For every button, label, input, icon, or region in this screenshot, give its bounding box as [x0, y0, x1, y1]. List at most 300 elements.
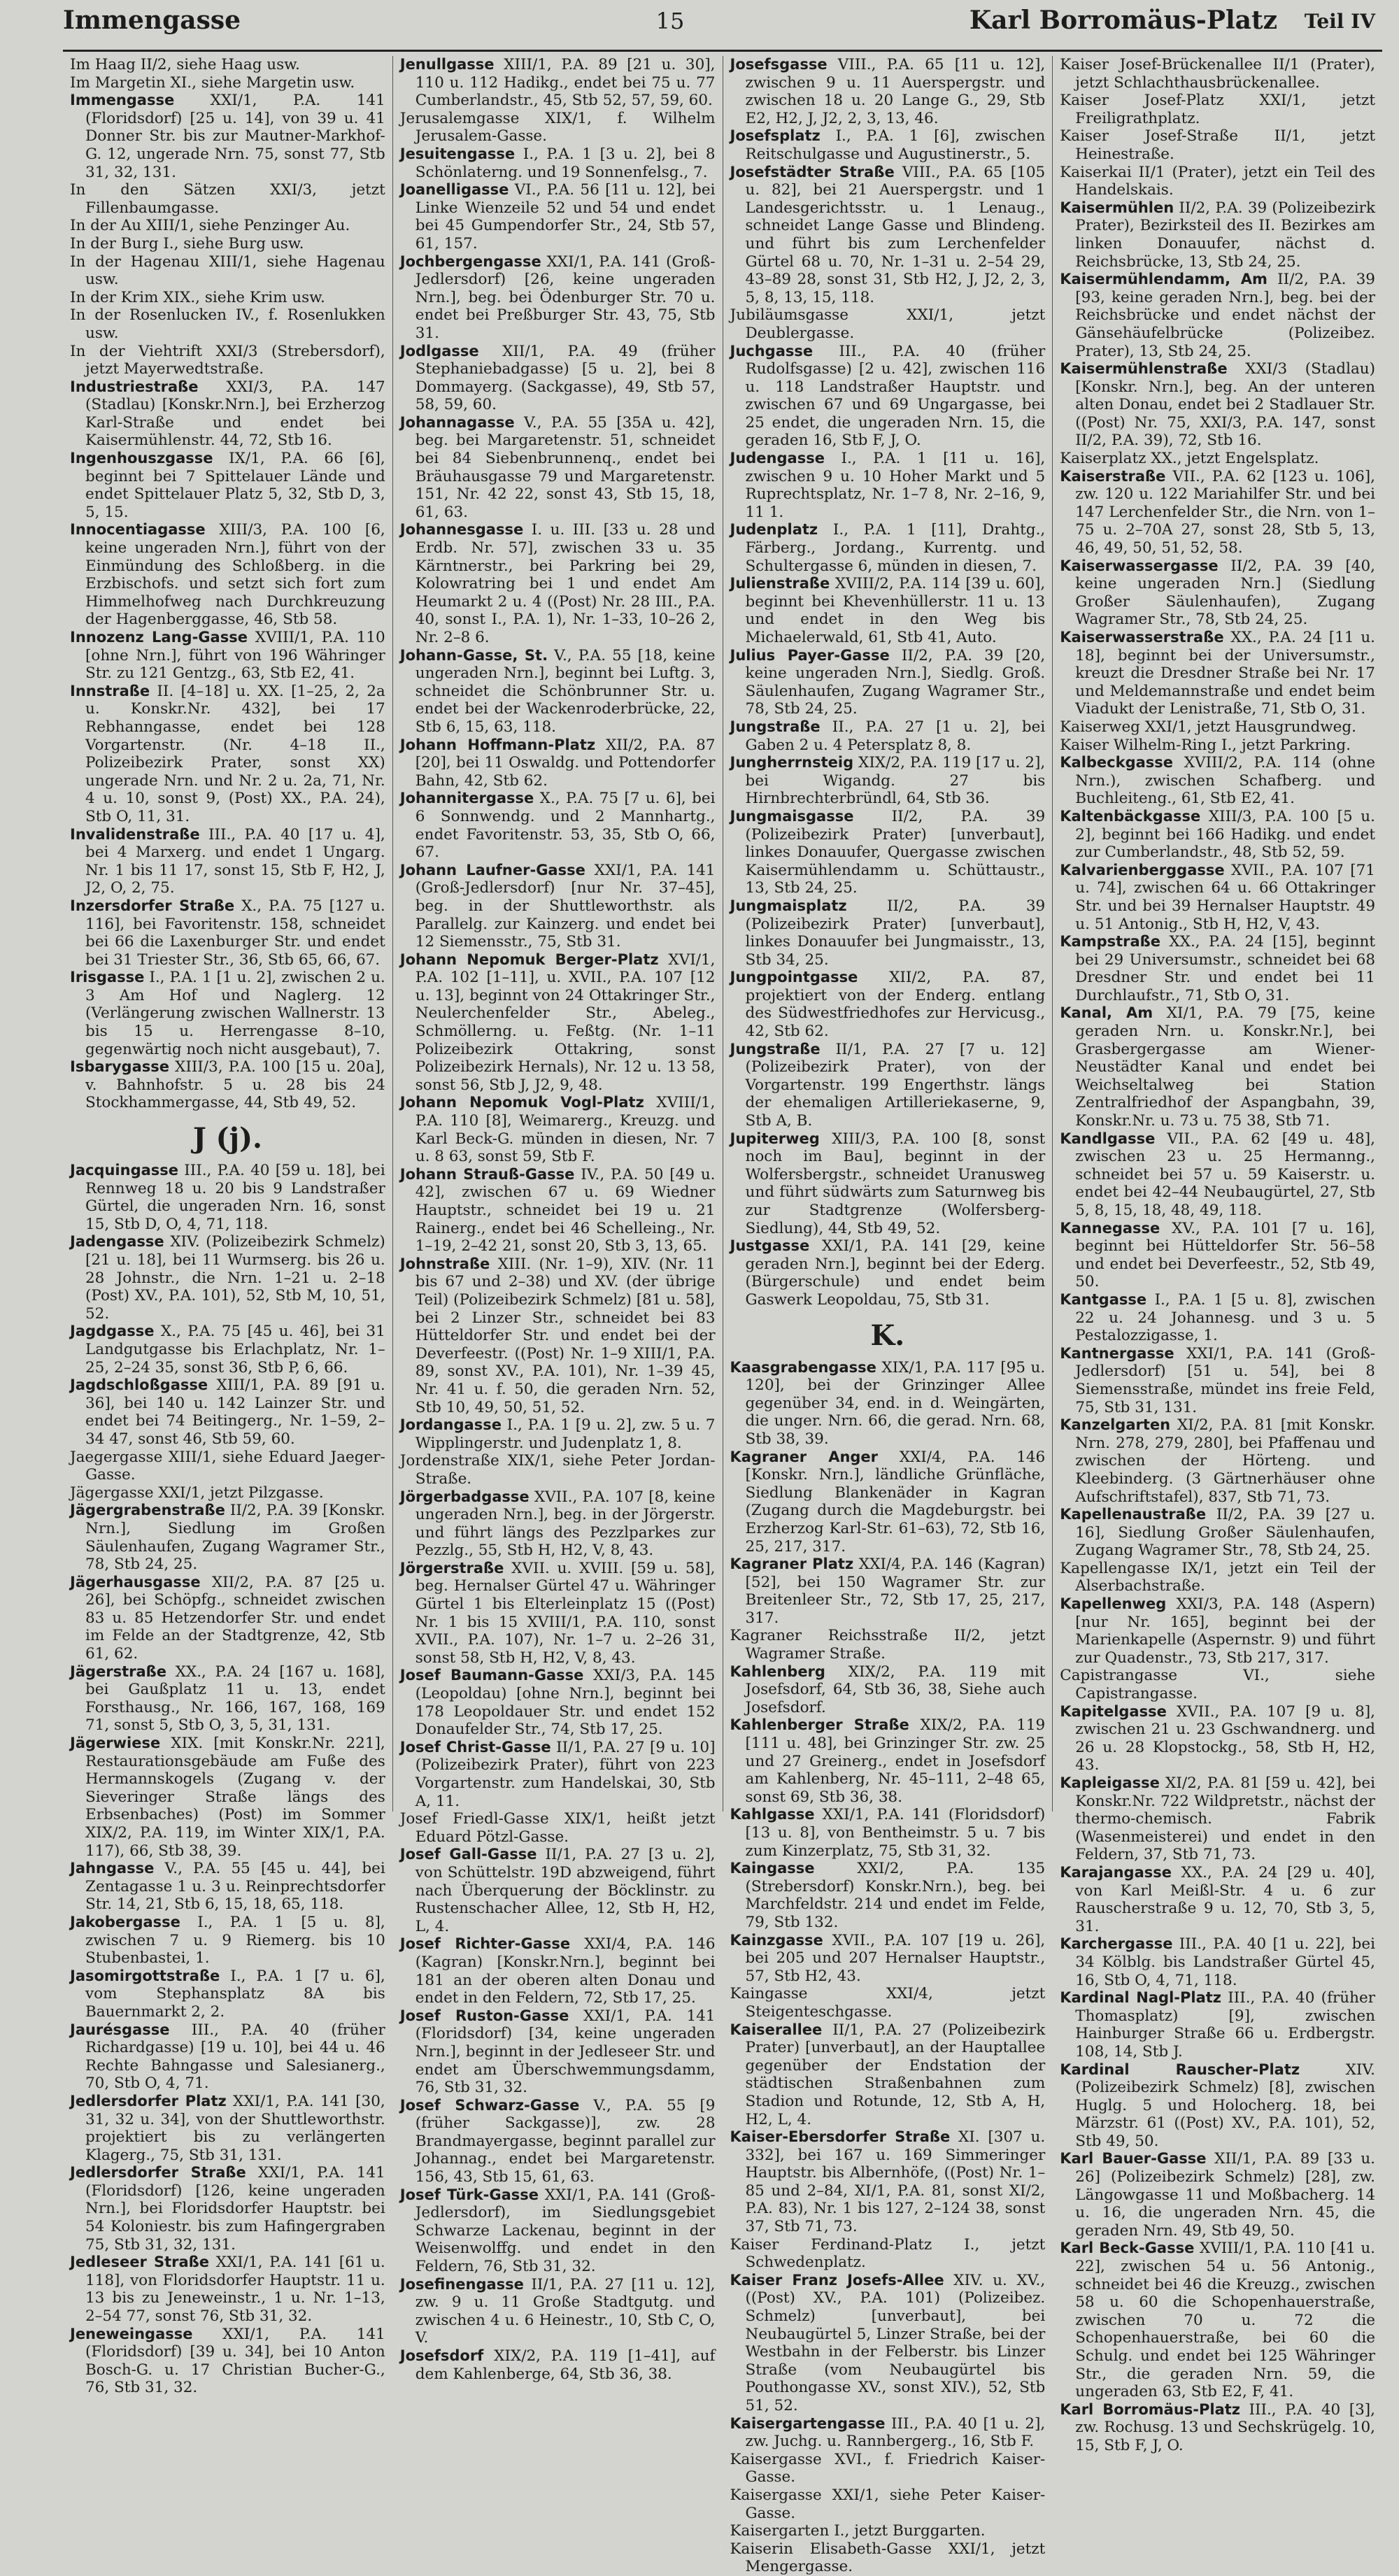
header-first-entry: Immengasse — [63, 6, 241, 35]
street-name: Karl Beck-Gasse — [1060, 2240, 1195, 2257]
header-last-entry: Karl Borromäus-Platz — [969, 6, 1278, 35]
column-3 — [723, 56, 1053, 2576]
street-name: Kardinal Nagl-Platz — [1060, 1989, 1222, 2007]
street-entry — [730, 1449, 1046, 1556]
street-details: XIV. (Polizeibezirk Schmelz) [21 u. 18], bei 11 Wurmserg. bis 26 u. 28 Johnstr., die Nrn. 1–21 u. 2–18 (Post) XV., P.A. 101), 52, Stb M, 10, 51, 52. — [85, 1233, 385, 1323]
street-details: XXI/1, P.A. 141 (Groß-Jedlersdorf), im Siedlungsgebiet Schwarze Lackenau, beginnt in der Weisenwolffg. und endet in den Feldern, 76, Stb 31, 32. — [415, 2186, 716, 2276]
street-details: XII/2, P.A. 87 [25 u. 26], bei Schöpfg., schneidet zwischen 83 u. 85 Hetzendorfer Str. und endet im Felde an der Stadtgrenze, 42, Stb 61, 62. — [85, 1573, 385, 1663]
street-entry — [70, 181, 385, 217]
street-entry — [400, 1560, 716, 1667]
street-entry — [730, 343, 1046, 450]
street-details: II/1, P.A. 27 (Polizeibezirk Prater) [unverbaut], an der Hauptallee gegenüber der Endstation der städtischen Straßenbahnen zum Stadion und Rotunde, 12, Stb A, H, H2, L, 4. — [745, 2021, 1046, 2128]
street-name: Kapellenweg — [1060, 1595, 1167, 1613]
street-entry — [400, 1166, 716, 1255]
street-name: Josefsgasse — [730, 56, 828, 73]
street-details: XIX/2, P.A. 119 [1–41], auf dem Kahlenberge, 64, Stb 36, 38. — [415, 2347, 716, 2383]
street-details: XIII/3, P.A. 100 [5 u. 2], beginnt bei 166 Hadikg. und endet zur Cumberlandstr., 48, Stb 52, 59. — [1075, 807, 1375, 862]
street-name: Karl Bauer-Gasse — [1060, 2150, 1207, 2168]
street-details: XVII., P.A. 107 [9 u. 8], zwischen 21 u. 23 Gschwandnerg. und 26 u. 28 Klopstockg., 58, Stb H, H2, 43. — [1075, 1702, 1375, 1774]
street-name: Jupiterweg — [730, 1130, 820, 1147]
column-2 — [393, 56, 723, 2383]
street-name: Josef Gall-Gasse — [399, 1846, 537, 1863]
street-details: Kaisergasse XXI/1, siehe Peter Kaiser-Gasse. — [730, 2486, 1046, 2522]
street-details: XIII/1, P.A. 89 [21 u. 30], 110 u. 112 Hadikg., endet bei 75 u. 77 Cumberlandstr., 45, Stb 52, 57, 59, 60. — [415, 56, 716, 110]
street-name: Kaisermühlen — [1060, 199, 1174, 216]
street-entry — [400, 862, 716, 951]
street-entry — [70, 217, 385, 235]
street-entry — [730, 2540, 1046, 2576]
street-entry — [730, 2486, 1046, 2522]
street-details: In der Krim XIX., siehe Krim usw. — [70, 288, 325, 306]
street-entry — [70, 826, 385, 897]
street-entry — [400, 343, 716, 414]
street-details: III., P.A. 40 [1 u. 22], bei 34 Kölblg. bis Landstraßer Gürtel 45, 16, Stb O, 4, 71, 118. — [1075, 1935, 1375, 1989]
street-entry — [70, 1735, 385, 1860]
street-details: Jubiläumsgasse XXI/1, jetzt Deublergasse. — [730, 306, 1046, 342]
street-details: XVIII/2, P.A. 114 (ohne Nrn.), zwischen Schafberg. und Buchleiteng., 61, Stb E2, 41. — [1075, 754, 1375, 808]
street-entry — [70, 897, 385, 969]
street-name: Josefstädter Straße — [730, 163, 895, 180]
street-entry — [730, 1716, 1046, 1806]
street-details: XIX/2, P.A. 119 [111 u. 48], bei Grinzinger Str. zw. 25 und 27 Greinerg., endet in Josefsdorf am Kahlenberg, Nr. 45–111, 2–48 65, sonst 69, Stb 36, 38. — [745, 1716, 1046, 1806]
street-name: Kagraner Anger — [730, 1448, 879, 1465]
street-details: XXI/3 (Stadlau) [Konskr. Nrn.], beg. An der unteren alten Donau, endet bei 2 Stadlauer Str. ((Post) Nr. 75, XXI/3, P.A. 147, sonst II/2, P.A. 39), 72, Stb 16. — [1075, 360, 1375, 450]
street-entry — [400, 1452, 716, 1488]
street-entry — [70, 74, 385, 92]
street-name: Jungstraße — [730, 1040, 821, 1058]
street-details: XXI/1, P.A. 141 (Floridsdorf) [126, keine ungeraden Nrn.], bei Floridsdorfer Hauptstr. bei 54 Koloniestr. bis zum Hafingergraben 75, Stb 31, 32, 131. — [85, 2164, 385, 2254]
street-details: XI/2, P.A. 81 [59 u. 42], bei Konskr.Nr. 722 Wildpretstr., nächst der thermo-chemisch. Fabrik (Wasenmeisterei) und endet in den Feldern, 37, Stb 71, 73. — [1075, 1774, 1375, 1864]
street-name: Irisgasse — [70, 969, 145, 986]
street-name: Josefsdorf — [399, 2347, 484, 2364]
street-name: Industriestraße — [70, 378, 199, 395]
street-entry — [730, 1556, 1046, 1627]
street-name: Johann Nepomuk Berger-Platz — [399, 951, 659, 968]
street-entry — [70, 92, 385, 181]
street-details: In der Burg I., siehe Burg usw. — [70, 234, 304, 252]
street-details: XXI/3, P.A. 145 (Leopoldau) [ohne Nrn.], beginnt bei 178 Leopoldauer Str. und endet 152 Donaufelder Str., 74, Stb 17, 25. — [415, 1667, 716, 1739]
street-details: Kaiserin Elisabeth-Gasse XXI/1, jetzt Mengergasse. — [730, 2540, 1046, 2576]
street-name: Jordangasse — [399, 1416, 502, 1434]
street-name: Kaisergartengasse — [730, 2414, 886, 2432]
street-details: XXI/1, P.A. 141 [29, keine geraden Nrn.], beginnt bei der Ederg. (Bürgerschule) und endet beim Gaswerk Leopoldau, 75, Stb 31. — [745, 1237, 1046, 1309]
street-name: Jagdschloßgasse — [70, 1376, 208, 1394]
street-details: XXI/4, P.A. 146 (Kagran) [Konskr.Nrn.], beginnt bei 181 an der oberen alten Donau und endet in den Feldern, 72, Stb 17, 25. — [415, 1935, 716, 2007]
street-entry — [400, 736, 716, 790]
street-details: XI. [307 u. 332], bei 167 u. 169 Simmeringer Hauptstr. bis Albernhöfe, ((Post) Nr. 1–85 und 2–84, XI/1, P.A. 81, sonst XI/2, P.A. 83), Nr. 1 bis 127, 2–124 38, sonst 37, Stb 71, 73. — [745, 2128, 1046, 2236]
street-entry — [70, 2326, 385, 2397]
street-entry — [730, 2128, 1046, 2236]
street-entry — [1060, 2240, 1375, 2400]
street-name: Innozenz Lang-Gasse — [70, 629, 248, 646]
street-details: II/2, P.A. 39 (Polizeibezirk Prater) [unverbaut], linkes Donauufer, Quergasse zwischen Kaisermühlendamm u. Schüttaustr., 13, Stb 24, 25. — [745, 807, 1046, 897]
street-name: Jungmaisgasse — [730, 807, 854, 825]
street-name: Jodlgasse — [399, 342, 479, 360]
street-details: XIV. (Polizeibezirk Schmelz) [8], zwischen Huglg. 5 und Holocherg. 18, bei Märzstr. 61 ((Post) XV., P.A. 101), 52, Stb 49, 50. — [1075, 2061, 1375, 2150]
street-name: Josef Richter-Gasse — [399, 1935, 571, 1953]
street-name: Kalbeckgasse — [1060, 754, 1174, 771]
street-details: X., P.A. 75 [45 u. 46], bei 31 Landgutgasse bis Erlachplatz, Nr. 1–25, 2–24 35, sonst 36, Stb P, 6, 66. — [85, 1323, 385, 1376]
street-entry — [730, 754, 1046, 808]
street-entry — [400, 1094, 716, 1165]
street-name: Josef Türk-Gasse — [399, 2186, 539, 2203]
street-name: Johann Hoffmann-Platz — [399, 736, 596, 753]
street-entry — [1060, 1595, 1375, 1667]
street-details: X., P.A. 75 [7 u. 6], bei 6 Sonnwendg. und 2 Mannhartg., endet Favoritenstr. 53, 35, Stb O, 66, 67. — [415, 790, 716, 862]
street-details: XIII/3, P.A. 100 [15 u. 20a], v. Bahnhofstr. 5 u. 28 bis 24 Stockhammergasse, 44, Stb 49, 52. — [85, 1058, 385, 1112]
street-details: Kaiser Josef-Platz XXI/1, jetzt Freiligrathplatz. — [1060, 92, 1375, 127]
column-4 — [1053, 56, 1382, 2454]
street-details: XVII., P.A. 107 [19 u. 26], bei 205 und 207 Hernalser Hauptstr., 57, Stb H2, 43. — [745, 1931, 1046, 1985]
street-entry — [730, 575, 1046, 646]
street-entry — [70, 1914, 385, 1967]
part-label: Teil IV — [1304, 10, 1375, 33]
street-entry — [730, 647, 1046, 718]
street-entry — [730, 1932, 1046, 1986]
street-name: Inzersdorfer Straße — [70, 897, 235, 914]
street-entry — [730, 306, 1046, 342]
street-name: Jedleseer Straße — [70, 2254, 210, 2271]
street-name: Kahlgasse — [730, 1806, 815, 1823]
street-entry — [730, 1041, 1046, 1130]
street-entry — [70, 1663, 385, 1735]
street-entry — [400, 790, 716, 861]
street-name: Kapellenaustraße — [1060, 1506, 1207, 1523]
street-details: XVI/1, P.A. 102 [1–11], u. XVII., P.A. 107 [12 u. 13], beginnt von 24 Ottakringer Str., Neulerchenfelder Str., Abeleg., Schmöllerng. u. Feßtg. (Nr. 1–11 Polizeibezirk Ottakring, sonst Polizeibezirk Hernals), Nr. 12 u. 13 58, sonst 56, Stb J, J2, 9, 48. — [415, 951, 716, 1094]
street-details: I., P.A. 1 [5 u. 8], zwischen 7 u. 9 Riemerg. bis 10 Stubenbastei, 1. — [85, 1913, 385, 1967]
street-details: XIX/2, P.A. 119 [17 u. 2], bei Wigandg. 27 bis Hirnbrechterbründl, 64, Stb 36. — [745, 754, 1046, 808]
street-details: VIII., P.A. 65 [11 u. 12], zwischen 9 u. 11 Auerspergstr. und zwischen 18 u. 20 Lange G., 29, Stb E2, H2, J, J2, 2, 3, 13, 46. — [745, 56, 1046, 127]
street-details: XV., P.A. 101 [7 u. 16], beginnt bei Hütteldorfer Str. 56–58 und endet bei Deverfeestr., 52, Stb 49, 50. — [1075, 1219, 1375, 1291]
street-name: Kanal, Am — [1060, 1004, 1153, 1022]
street-entry — [730, 2451, 1046, 2486]
street-details: XII/1, P.A. 89 [33 u. 26] (Polizeibezirk Schmelz) [28], zw. Längowgasse 11 und Moßbacherg. 14 u. 16, die ungeraden Nrn. 45, die geraden Nrn. 49, Stb 49, 50. — [1075, 2150, 1376, 2240]
street-details: II/2, P.A. 39 [Konskr. Nrn.], Siedlung im Großen Säulenhaufen, Zugang Wagramer Str., 78, Stb 24, 25. — [85, 1502, 385, 1574]
street-name: Kalvarienberggasse — [1060, 861, 1225, 878]
street-name: Johann Strauß-Gasse — [399, 1165, 575, 1183]
street-details: III., P.A. 40 [1 u. 2], zw. Juchg. u. Rannbergerg., 16, Stb F. — [745, 2414, 1046, 2451]
street-details: II/2, P.A. 39 [93, keine geraden Nrn.], beg. bei der Reichsbrücke und endet nächst der Gänsehäufelbrücke (Polizeibez. Prater), 13, Stb 24, 25. — [1075, 271, 1375, 360]
street-entry — [400, 1416, 716, 1452]
street-entry — [1060, 1774, 1375, 1864]
street-details: Kaiser Josef-Brückenallee II/1 (Prater), jetzt Schlachthausbrückenallee. — [1060, 56, 1375, 92]
street-details: XX., P.A. 24 [11 u. 18], beginnt bei der Universumstr., kreuzt die Dresdner Straße bei Nr. 17 und Meldemannstraße und endet beim Viadukt der Lenistraße, 71, Stb O, 31. — [1075, 629, 1375, 718]
street-name: Johann Laufner-Gasse — [399, 861, 585, 878]
street-name: Immengasse — [70, 92, 175, 109]
street-name: Julienstraße — [730, 575, 830, 592]
street-name: Josef Baumann-Gasse — [399, 1667, 584, 1684]
street-details: II/2, P.A. 39 [27 u. 16], Siedlung Großer Säulenhaufen, Zugang Wagramer Str., 78, Stb 24, 25. — [1075, 1506, 1375, 1560]
street-entry — [70, 1162, 385, 1233]
street-details: XIII/3, P.A. 100 [8, sonst noch im Bau], beginnt in der Wolfersbergstr., schneidet Uranusweg und führt südwärts zum Saturnweg bis zur Stadtgrenze (Wolfersberg-Siedlung), 44, Stb 49, 52. — [745, 1130, 1046, 1237]
street-entry — [1060, 1935, 1375, 1989]
street-name: Innocentiagasse — [70, 521, 206, 539]
street-name: Kaiserwassergasse — [1060, 557, 1219, 574]
street-entry — [730, 1985, 1046, 2021]
street-details: XIX/2, P.A. 119 mit Josefsdorf, 64, Stb 36, 38, Siehe auch Josefsdorf. — [745, 1663, 1046, 1716]
street-details: In der Viehtrift XXI/3 (Strebersdorf), jetzt Mayerwedtstraße. — [70, 342, 385, 378]
street-entry — [70, 253, 385, 289]
street-details: Jägergasse XXI/1, jetzt Pilzgasse. — [70, 1483, 324, 1502]
street-name: Ingenhouszgasse — [70, 450, 213, 467]
street-entry — [70, 1058, 385, 1112]
street-details: III., P.A. 40 (früher Rudolfsgasse) [2 u. 42], zwischen 116 u. 118 Landstraßer Hauptstr. und zwischen 67 und 69 Ungargasse, bei 25 endet, die ungeraden Nrn. 15, die geraden 16, Stb F, J, O. — [745, 342, 1046, 450]
street-details: XXI/1, P.A. 141 (Floridsdorf) [13 u. 8], von Bentheimstr. 5 u. 7 bis zum Kinzerplatz, 75, Stb 31, 32. — [745, 1806, 1046, 1860]
street-entry — [400, 56, 716, 110]
street-details: I., P.A. 1 [7 u. 6], vom Stephansplatz 8A bis Bauernmarkt 2, 2. — [85, 1967, 385, 2021]
street-entry — [70, 2021, 385, 2093]
street-entry — [730, 1359, 1046, 1449]
page-number: 15 — [655, 8, 685, 34]
street-entry — [70, 1502, 385, 1573]
street-entry — [70, 378, 385, 450]
street-details: XXI/1, P.A. 141 (Floridsdorf) [34, keine ungeraden Nrn.], beginnt in der Jedleseer Str. und endet am Überschwemmungsdamm, 76, Stb 31, 32. — [415, 2007, 716, 2097]
street-entry — [730, 969, 1046, 1040]
street-details: II/2, P.A. 39 (Polizeibezirk Prater) [unverbaut], linkes Donauufer bei Jungmaisstr., 13, Stb 34, 25. — [745, 897, 1046, 969]
street-details: II/2, P.A. 39 [20, keine ungeraden Nrn.], Siedlg. Groß. Säulenhaufen, Zugang Wagramer Str., 78, Stb 24, 25. — [745, 646, 1046, 718]
street-name: Kantnergasse — [1060, 1344, 1174, 1362]
street-entry — [730, 1663, 1046, 1717]
street-details: Kaiser Wilhelm-Ring I., jetzt Parkring. — [1060, 736, 1351, 754]
street-details: II/2, P.A. 39 (Polizeibezirk Prater), Bezirksteil des II. Bezirkes am linken Donauufer, nächst d. Reichsbrücke, 13, Stb 24, 25. — [1075, 199, 1375, 271]
street-entry — [1060, 1506, 1375, 1560]
section-letter: J (j). — [192, 1122, 262, 1155]
street-details: II/1, P.A. 27 [9 u. 10] (Polizeibezirk Prater), führt von 223 Vorgartenstr. zum Handelskai, 30, Stb A, 11. — [415, 1738, 716, 1810]
street-entry — [70, 56, 385, 74]
street-name: Invalidenstraße — [70, 825, 200, 843]
street-entry — [730, 1237, 1046, 1309]
street-entry — [1060, 754, 1375, 808]
street-entry — [400, 2007, 716, 2097]
street-details: X., P.A. 75 [127 u. 116], bei Favoritenstr. 158, schneidet bei 66 die Laxenburger Str. und endet bei 31 Triester Str., 36, Stb 65, 66, 67. — [85, 897, 385, 969]
street-entry — [1060, 2061, 1375, 2151]
street-entry — [400, 521, 716, 646]
street-details: XI/2, P.A. 81 [mit Konskr. Nrn. 278, 279, 280], bei Pfaffenau und zwischen der Hörteng. und Kleebinderg. (3 Gärtnerhäuser ohne Aufschriftstafel), 837, Stb 71, 73. — [1075, 1416, 1375, 1506]
street-name: Isbarygasse — [70, 1058, 170, 1076]
street-name: Johann Nepomuk Vogl-Platz — [399, 1094, 644, 1111]
street-details: III., P.A. 40 [59 u. 18], bei Rennweg 18 u. 20 bis 9 Landstraßer Gürtel, die ungeraden Nrn. 16, sonst 15, Stb D, O, 4, 71, 118. — [85, 1162, 385, 1233]
street-entry — [70, 2254, 385, 2325]
street-details: XXI/1, P.A. 141 (Floridsdorf) [25 u. 14], von 39 u. 41 Donner Str. bis zur Mautner-Markhof-G. 12, ungerade Nrn. 75, sonst 77, Stb 31, 32, 131. — [85, 92, 385, 181]
street-name: Kaltenbäckgasse — [1060, 807, 1201, 825]
street-entry — [70, 450, 385, 521]
street-name: Kannegasse — [1060, 1219, 1160, 1237]
street-entry — [70, 343, 385, 378]
street-entry — [730, 897, 1046, 969]
street-name: Johnstraße — [399, 1255, 490, 1272]
street-details: XXI/1, P.A. 141 (Groß-Jedlersdorf) [nur Nr. 37–45], beg. in der Shuttleworthstr. als Parallelg. zur Kainzerg. und endet bei 12 Siemensstr., 75, Stb 31. — [415, 861, 716, 951]
street-details: VI., P.A. 56 [11 u. 12], bei Linke Wienzeile 52 und 54 und endet bei 45 Gumpendorfer Str., 24, Stb 57, 61, 157. — [415, 181, 716, 252]
street-entry — [70, 2093, 385, 2164]
street-name: Kagraner Platz — [730, 1556, 854, 1573]
street-name: Jacquingasse — [70, 1162, 179, 1179]
street-name: Jedlersdorfer Platz — [70, 2092, 227, 2109]
street-entry — [1060, 2401, 1375, 2455]
street-details: I., P.A. 1 [9 u. 2], zw. 5 u. 7 Wipplingerstr. und Judenplatz 1, 8. — [415, 1416, 716, 1452]
street-details: IX/1, P.A. 66 [6], beginnt bei 7 Spittelauer Lände und endet Spittelauer Platz 5, 32, Stb D, 3, 5, 15. — [85, 450, 385, 521]
street-entry — [1060, 127, 1375, 163]
street-details: XIV. u. XV., ((Post) XV., P.A. 101) (Polizeibez. Schmelz) [unverbaut], bei Neubaugürtel 5, Linzer Straße, bei der Westbahn in der Felberstr. bis Linzer Straße (vom Neubaugürtel bis Pouthongasse XV., sonst XIV.), 52, Stb 51, 52. — [745, 2271, 1046, 2414]
street-details: XVIII/1, P.A. 110 [8], Weimarerg., Kreuzg. und Karl Beck-G. münden in diesen, Nr. 7 u. 8 63, sonst 59, Stb F. — [415, 1094, 716, 1166]
street-entry — [730, 2415, 1046, 2451]
street-details: Kaisergarten I., jetzt Burggarten. — [730, 2522, 986, 2540]
street-entry — [400, 1255, 716, 1416]
street-details: Kaiserkai II/1 (Prater), jetzt ein Teil des Handelskais. — [1060, 163, 1375, 199]
street-name: Joanelligasse — [399, 181, 509, 199]
street-details: VII., P.A. 62 [123 u. 106], zw. 120 u. 122 Mariahilfer Str. und bei 147 Lerchenfelder Str., die Nrn. von 1–75 u. 2–70A 27, sonst 28, Stb 5, 13, 46, 49, 50, 51, 52, 58. — [1075, 467, 1375, 557]
street-details: XIII/1, P.A. 89 [91 u. 36], bei 140 u. 142 Lainzer Str. und endet bei 74 Beitingerg., Nr. 1–59, 2–34 47, sonst 46, Stb 59, 60. — [85, 1376, 385, 1448]
street-name: Kapleigasse — [1060, 1774, 1160, 1791]
street-entry — [730, 2522, 1046, 2540]
street-entry — [400, 1810, 716, 1846]
street-entry — [400, 1488, 716, 1560]
street-details: Im Margetin XI., siehe Margetin usw. — [70, 73, 355, 92]
street-entry — [730, 2236, 1046, 2272]
column-1 — [63, 56, 393, 2397]
street-entry — [70, 1860, 385, 1914]
street-name: Jochbergengasse — [399, 252, 541, 270]
street-name: Jörgerstraße — [399, 1559, 504, 1577]
street-entry — [1060, 468, 1375, 557]
street-name: Judenplatz — [730, 521, 818, 539]
street-entry — [730, 2272, 1046, 2415]
street-entry — [730, 1806, 1046, 1860]
street-entry — [730, 2021, 1046, 2129]
street-details: II/2, P.A. 39 [40, keine ungeraden Nrn.] (Siedlung Großer Säulenhaufen), Zugang Wagramer Str., 78, Stb 24, 25. — [1075, 557, 1375, 629]
street-name: Josefsplatz — [730, 127, 821, 145]
street-details: XXI/4, P.A. 146 [Konskr. Nrn.], ländliche Grünfläche, Siedlung Blankenäder in Kagran (Zugang durch die Magdeburgstr. bei Erzherzog Karl-Str. 61–63), 72, Stb 16, 25, 217, 317. — [745, 1448, 1046, 1556]
street-entry — [1060, 450, 1375, 468]
street-entry — [1060, 92, 1375, 127]
street-details: V., P.A. 55 [18, keine ungeraden Nrn.], beginnt bei Luftg. 3, schneidet die Schönbrunner Str. u. endet bei der Wackenroderbrücke, 22, Stb 6, 15, 63, 118. — [415, 646, 716, 736]
street-details: V., P.A. 55 [45 u. 44], bei Zentagasse 1 u. 3 u. Reinprechtsdorfer Str. 14, 21, Stb 6, 15, 18, 65, 118. — [85, 1860, 385, 1914]
columns — [63, 56, 1382, 2576]
street-details: XVIII/1, P.A. 110 [41 u. 22], zwischen 54 u. 56 Antonig., schneidet bei 46 die Kreuzg., zwischen 58 u. 60 die Schopenhauerstraße, zwischen 70 u. 72 die Schopenhauerstraße, bei 60 die Schulg. und endet bei 125 Währinger Str., die geraden Nrn. 59, die ungeraden 63, Stb E2, F, 41. — [1075, 2240, 1375, 2401]
street-details: Kaingasse XXI/4, jetzt Steigenteschgasse. — [730, 1985, 1046, 2021]
street-entry — [400, 181, 716, 252]
street-name: Jaurésgasse — [70, 2021, 170, 2038]
street-details: I., P.A. 1 [11], Drahtg., Färberg., Jordang., Kurrentg. und Schultergasse 6, münden in diesen, 7. — [745, 521, 1046, 575]
street-name: Kaiserallee — [730, 2021, 823, 2038]
street-entry — [1060, 1345, 1375, 1416]
street-entry — [400, 2186, 716, 2276]
street-name: Kardinal Rauscher-Platz — [1060, 2061, 1300, 2078]
street-name: Kapitelgasse — [1060, 1702, 1167, 1720]
street-details: XVII. u. XVIII. [59 u. 58], beg. Hernalser Gürtel 47 u. Währinger Gürtel 1 bis Elterleinplatz 15 ((Post) Nr. 1 bis 15 XVIII/1, P.A. 110, sonst XVII., P.A. 107), Nr. 1–7 u. 2–26 31, sonst 58, Stb H, H2, V, 8, 43. — [415, 1559, 716, 1667]
street-details: XI/1, P.A. 79 [75, keine geraden Nrn. u. Konskr.Nr.], bei Grasbergergasse am Wiener-Neustädter Kanal und endet bei Weichseltalweg bei Station Zentralfriedhof der Aspangbahn, 39, Konskr.Nr. u. 73 u. 75 38, Stb 71. — [1075, 1004, 1375, 1130]
street-entry — [70, 306, 385, 342]
street-name: Jungpointgasse — [730, 969, 858, 986]
street-name: Kandlgasse — [1060, 1130, 1156, 1147]
street-details: II/1, P.A. 27 [7 u. 12] (Polizeibezirk Prater), von der Vorgartenstr. 199 Engerthstr. längs der ehemaligen Artilleriekaserne, 9, Stb A, B. — [745, 1040, 1046, 1130]
street-details: XXI/3, P.A. 147 (Stadlau) [Konskr.Nrn.], bei Erzherzog Karl-Straße und endet bei Kaisermühlenstr. 44, 72, Stb 16. — [85, 378, 385, 450]
street-details: Kaiserplatz XX., jetzt Engelsplatz. — [1060, 450, 1319, 468]
street-details: III., P.A. 40 [3], zw. Rochusg. 13 und Sechskrügelg. 10, 15, Stb F, J, O. — [1075, 2400, 1376, 2454]
street-name: Justgasse — [730, 1237, 810, 1255]
street-entry — [400, 951, 716, 1095]
street-name: Jägergrabenstraße — [70, 1502, 225, 1519]
street-entry — [70, 683, 385, 826]
street-entry — [1060, 271, 1375, 360]
street-entry — [70, 2164, 385, 2254]
street-name: Innstraße — [70, 682, 150, 699]
street-details: Jaegergasse XIII/1, siehe Eduard Jaeger-Gasse. — [70, 1448, 385, 1484]
street-entry — [1060, 56, 1375, 92]
street-entry — [70, 235, 385, 253]
street-details: XVII., P.A. 107 [8, keine ungeraden Nrn.], beg. in der Jörgerstr. und führt längs des Pezzlparkes zur Pezzlg., 55, Stb H, H2, V, 8, 43. — [415, 1488, 716, 1560]
street-name: Jenullgasse — [399, 56, 495, 73]
street-details: XXI/4, P.A. 146 (Kagran) [52], bei 150 Wagramer Str. zur Breitenleer Str., 72, Stb 17, 25, 217, 317. — [745, 1556, 1046, 1627]
street-entry — [70, 1323, 385, 1376]
street-name: Kaiserwasserstraße — [1060, 629, 1224, 646]
street-details: Jordenstraße XIX/1, siehe Peter Jordan-Straße. — [399, 1452, 716, 1488]
street-entry — [70, 1233, 385, 1323]
street-details: I., P.A. 1 [1 u. 2], zwischen 2 u. 3 Am Hof und Naglerg. 12 (Verlängerung zwischen Wallnerstr. 13 bis 15 u. Herrengasse 8–10, gegenwärtig noch nicht ausgebaut), 7. — [85, 969, 385, 1058]
street-entry — [1060, 862, 1375, 933]
street-details: I., P.A. 1 [3 u. 2], bei 8 Schönlaterng. und 19 Sonnenfelsg., 7. — [415, 145, 716, 181]
street-details: XIX. [mit Konskr.Nr. 221], Restaurationsgebäude am Fuße des Hermannskogels (Zugang v. der Sieveringer Straße längs des Erbsenbaches) (Post) im Sommer XIX/2, P.A. 119, im Winter XIX/1, P.A. 117), 66, Stb 38, 39. — [85, 1735, 385, 1860]
street-details: I. u. III. [33 u. 28 und Erdb. Nr. 57], zwischen 33 u. 35 Kärntnerstr., bei Parkring bei 29, Kolowratring bei 1 und endet Am Heumarkt 2 u. 4 ((Post) Nr. 28 III., P.A. 40, sonst I., P.A. 1), Nr. 1–33, 10–26 2, Nr. 2–8 6. — [415, 521, 716, 646]
street-details: XXI/3, P.A. 148 (Aspern) [nur Nr. 165], beginnt bei der Marienkapelle (Aspernstr. 9) und führt zur Quadenstr., 73, Stb 217, 317. — [1075, 1595, 1375, 1667]
street-entry — [1060, 1703, 1375, 1774]
street-details: V., P.A. 55 [35A u. 42], beg. bei Margaretenstr. 51, schneidet bei 84 Siebenbrunnenq., endet bei Bräuhausgasse 79 und Margaretenstr. 151, Nr. 42 22, sonst 43, Stb 15, 18, 61, 63. — [415, 413, 716, 521]
street-name: Josef Schwarz-Gasse — [399, 2096, 580, 2114]
street-details: XXI/1, P.A. 141 (Floridsdorf) [39 u. 34], bei 10 Anton Bosch-G. u. 17 Christian Bucher-G., 76, Stb 31, 32. — [85, 2325, 385, 2397]
street-name: Johannesgasse — [399, 521, 524, 539]
street-entry — [70, 1967, 385, 2021]
street-name: Kaiser-Ebersdorfer Straße — [730, 2128, 951, 2146]
street-entry — [70, 289, 385, 307]
street-name: Karl Borromäus-Platz — [1060, 2400, 1241, 2418]
street-details: XVIII/1, P.A. 110 [ohne Nrn.], führt von 196 Währinger Str. zu 121 Gentzg., 63, Stb E2, 41. — [85, 629, 385, 683]
street-details: VIII., P.A. 65 [105 u. 82], bei 21 Auerspergstr. und 1 Landesgerichtsstr. u. 1 Lenaug., schneidet Lange Gasse und Blindeng. und führt bis zum Lerchenfelder Gürtel 68 u. 70, Nr. 1–31 u. 2–54 29, 43–89 28, sonst 31, Stb H2, J, J2, 2, 3, 5, 8, 13, 15, 118. — [745, 163, 1046, 306]
street-name: Johann-Gasse, St. — [399, 646, 548, 664]
street-details: Kaiser Josef-Straße II/1, jetzt Heinestraße. — [1060, 127, 1375, 163]
street-entry — [730, 1860, 1046, 1931]
street-entry — [1060, 736, 1375, 755]
street-entry — [1060, 557, 1375, 629]
street-details: Kagraner Reichsstraße II/2, jetzt Wagramer Straße. — [730, 1627, 1046, 1663]
street-entry — [1060, 164, 1375, 199]
street-details: IV., P.A. 50 [49 u. 42], zwischen 67 u. 69 Wiedner Hauptstr., schneidet bei 19 u. 21 Rainerg., endet bei 46 Schelleing., Nr. 1–19, 2–42 21, sonst 20, Stb 3, 13, 65. — [415, 1165, 716, 1255]
street-details: Kapellengasse IX/1, jetzt ein Teil der Alserbachstraße. — [1060, 1559, 1375, 1595]
street-entry — [1060, 1864, 1375, 1935]
street-details: Josef Friedl-Gasse XIX/1, heißt jetzt Eduard Pötzl-Gasse. — [399, 1810, 716, 1846]
street-entry — [1060, 1416, 1375, 1506]
street-details: XII/2, P.A. 87 [20], bei 11 Oswaldg. und Pottendorfer Bahn, 42, Stb 62. — [415, 736, 716, 790]
street-details: I., P.A. 1 [5 u. 8], zwischen 22 u. 24 Johannesg. und 3 u. 5 Pestalozzigasse, 1. — [1075, 1290, 1375, 1345]
street-entry — [1060, 933, 1375, 1004]
street-details: In der Au XIII/1, siehe Penzinger Au. — [70, 217, 350, 235]
street-entry — [1060, 1220, 1375, 1291]
street-entry — [400, 2347, 716, 2383]
street-entry — [1060, 808, 1375, 862]
street-name: Jakobergasse — [70, 1913, 180, 1930]
street-name: Jungmaisplatz — [730, 897, 847, 914]
street-name: Jedlersdorfer Straße — [70, 2164, 246, 2182]
street-details: XVIII/2, P.A. 114 [39 u. 60], beginnt bei Khevenhüllerstr. 11 u. 13 und endet in den Weg bis Michaelerwald, 61, Stb 41, Auto. — [745, 575, 1046, 646]
street-details: XII/1, P.A. 49 (früher Stephaniebadgasse) [5 u. 2], bei 8 Dommayerg. (Sackgasse), 49, Stb 57, 58, 59, 60. — [415, 342, 716, 414]
street-name: Jägerhausgasse — [70, 1573, 201, 1591]
street-name: Kampstraße — [1060, 933, 1161, 951]
street-name: Kaingasse — [730, 1860, 815, 1877]
street-name: Josefinengasse — [399, 2275, 524, 2293]
street-entry — [400, 2276, 716, 2347]
street-name: Juchgasse — [730, 342, 814, 360]
street-entry — [1060, 629, 1375, 718]
street-name: Jasomirgottstraße — [70, 1967, 220, 1984]
street-details: VII., P.A. 62 [49 u. 48], zwischen 23 u. 25 Hermanng., schneidet bei 57 u. 59 Kaiserstr. u. endet bei 42–44 Neubaugürtel, 27, Stb 5, 8, 15, 18, 48, 49, 118. — [1075, 1130, 1375, 1219]
